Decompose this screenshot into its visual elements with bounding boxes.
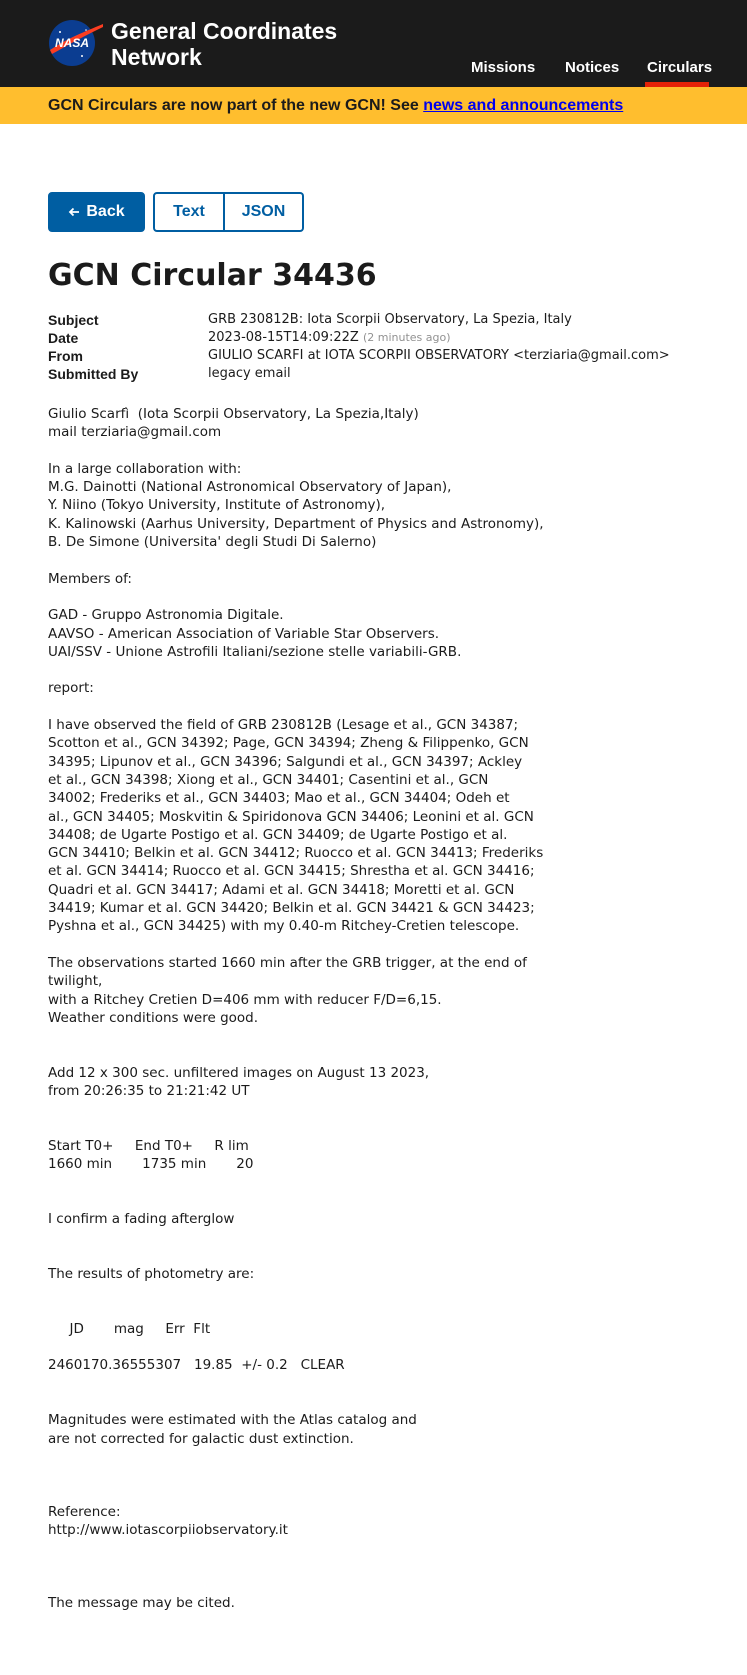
main-nav	[455, 0, 723, 87]
relative-time: (2 minutes ago)	[362, 331, 451, 344]
circular-body: Giulio Scarfì (Iota Scorpii Observatory, La Spezia,Italy) mail terziaria@gmail.com In a large collaboration with: M.G. Dainotti (National Astronomical Observatory of Japan), Y. Niino (Tokyo University, Institute of Astronomy), K. Kalinowski (Aarhus University, Department of Physics and Astronomy), B. De Simone (Universita' degli Studi Di Salerno) Members of: GAD - Gruppo Astronomia Digitale. AAVSO - American Association of Variable Star Observers. UAI/SSV - Unione Astrofili Italiani/sezione stelle variabili-GRB. report: I have observed the field of GRB 230812B (Lesage et al., GCN 34387; Scotton et al., GCN 34392; Page, GCN 34394; Zheng & Filippenko, GCN 34395; Lipunov et al., GCN 34396; Salgundi et al., GCN 34397; Ackley et al., GCN 34398; Xiong et al., GCN 34401; Casentini et al., GCN 34002; Frederiks et al., GCN 34403; Mao et al., GCN 34404; Odeh et al., GCN 34405; Moskvitin & Spiridonova GCN 34406; Leonini et al. GCN 34408; de Ugarte Postigo et al. GCN 34409; de Ugarte Postigo et al. GCN 34410; Belkin et al. GCN 34412; Ruocco et al. GCN 34413; Frederiks et al. GCN 34414; Ruocco et al. GCN 34415; Shrestha et al. GCN 34416; Quadri et al. GCN 34417; Adami et al. GCN 34418; Moretti et al. GCN 34419; Kumar et al. GCN 34420; Belkin et al. GCN 34421 & GCN 34423; Pyshna et al., GCN 34425) with my 0.40-m Ritchey-Cretien telescope. The observations started 1660 min after the GRB trigger, at the end of twilight, with a Ritchey Cretien D=406 mm with reducer F/D=6,15. Weather conditions were good. Add 12 x 300 sec. unfiltered images on August 13 2023, from 20:26:35 to 21:21:42 UT Start T0+ End T0+ R lim 1660 min 1735 min 20 I confirm a fading afterglow The results of photometry are: JD mag Err Flt 2460170.36555307 19.85 +/- 0.2 CLEAR Magnitudes were estimated with the Atlas catalog and are not corrected for galactic dust extinction. Reference: http://www.iotascorpiiobservatory.it The message may be cited.	[48, 406, 544, 1612]
main-content	[0, 192, 747, 1613]
submitted-by-label: Submitted By	[48, 366, 139, 382]
date-value: 2023-08-15T14:09:22Z	[208, 330, 359, 345]
date-label: Date	[48, 330, 79, 346]
date-value-row	[208, 329, 707, 347]
announcement-banner	[0, 87, 747, 124]
subject-label: Subject	[48, 312, 99, 328]
site-title[interactable]	[111, 18, 337, 70]
arrow-left-icon	[68, 206, 80, 218]
format-button-group	[153, 192, 304, 232]
submitted-by-value: legacy email	[208, 366, 291, 381]
json-format-button[interactable]: JSON	[225, 192, 304, 232]
back-button[interactable]	[48, 192, 145, 232]
circular-metadata	[48, 311, 707, 383]
nav-notices[interactable]: Notices	[565, 59, 620, 76]
nav-circulars[interactable]: Circulars	[631, 0, 723, 87]
from-label: From	[48, 348, 83, 364]
news-link[interactable]: news and announcements	[423, 97, 624, 114]
from-value: GIULIO SCARFI at IOTA SCORPII OBSERVATORY <terziaria@gmail.com>	[208, 348, 670, 363]
site-title-line1: General Coordinates	[111, 18, 338, 44]
site-header	[0, 0, 747, 87]
site-title-line2: Network	[111, 44, 202, 70]
page-title: GCN Circular 34436	[48, 258, 377, 293]
subject-value: GRB 230812B: Iota Scorpii Observatory, La Spezia, Italy	[208, 312, 572, 327]
text-format-button[interactable]: Text	[153, 192, 225, 232]
nav-missions[interactable]: Missions	[471, 59, 536, 76]
nasa-logo-icon[interactable]	[48, 18, 104, 68]
back-button-label: Back	[86, 203, 125, 220]
action-buttons	[48, 192, 707, 232]
nasa-logo-text: NASA	[54, 36, 90, 50]
banner-text: GCN Circulars are now part of the new GCN! See	[48, 97, 424, 114]
